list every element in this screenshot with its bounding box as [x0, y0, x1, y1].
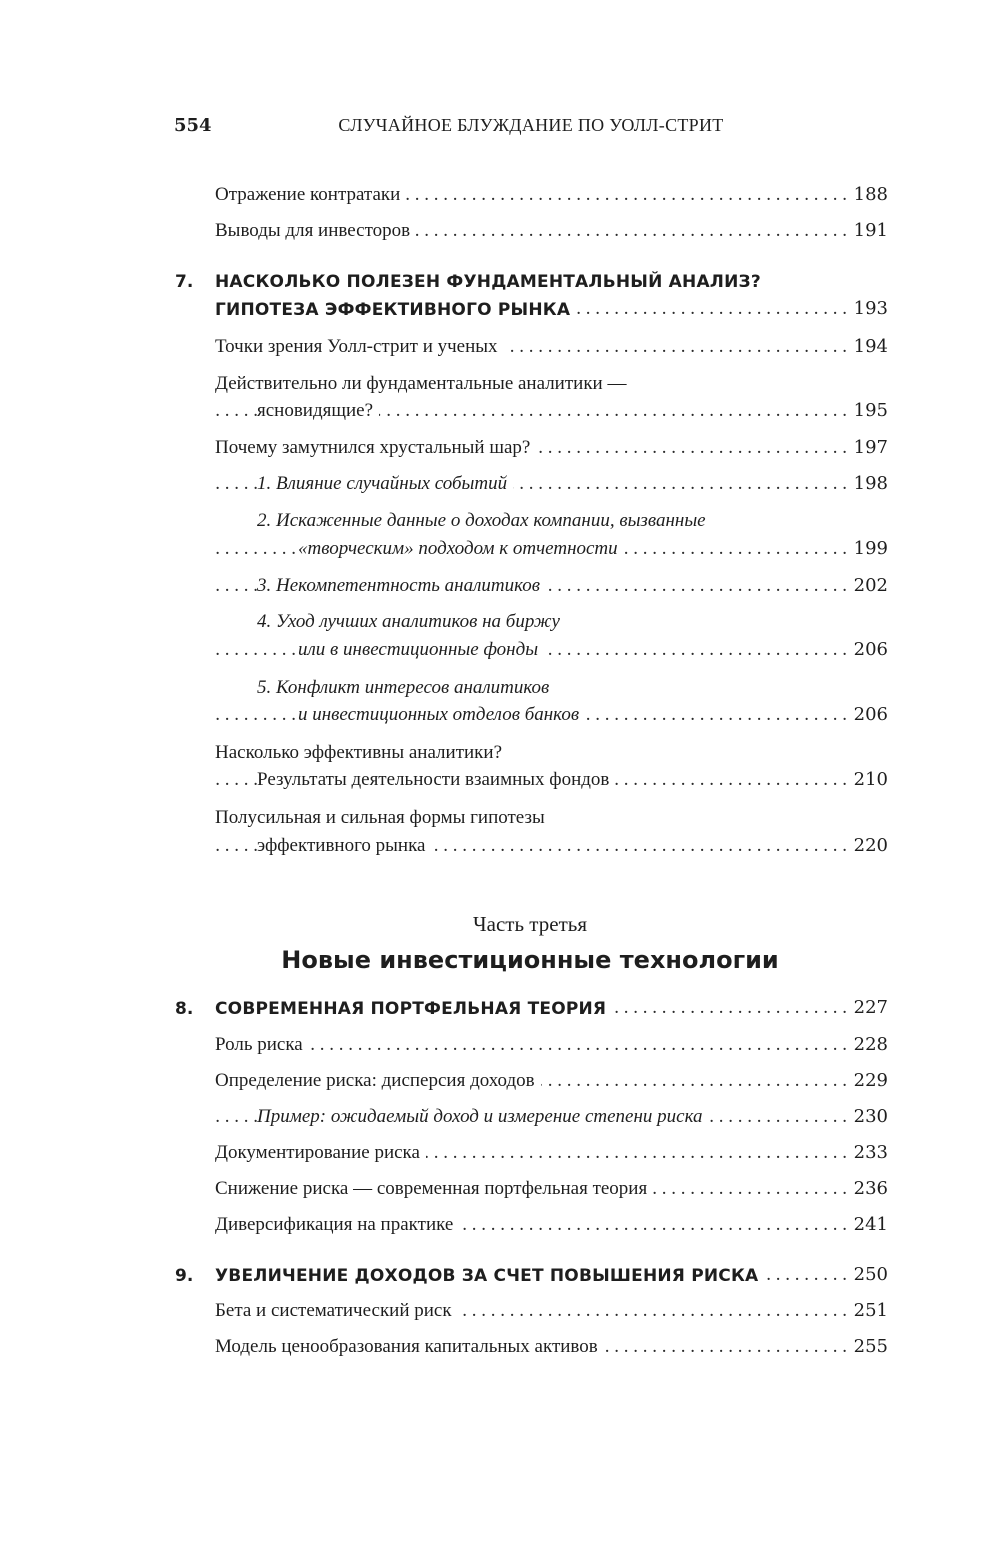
- toc-entry-page: 191: [847, 220, 888, 241]
- toc-entry-text: эффективного рынка: [257, 835, 431, 857]
- chapter-number: 9.: [175, 1266, 194, 1286]
- toc-entry-text: 1. Влияние случайных событий: [257, 473, 513, 495]
- toc-entry-page: 188: [847, 184, 888, 205]
- toc-entry[interactable]: [0, 220, 1000, 250]
- toc-entry-page: 229: [847, 1070, 888, 1091]
- toc-entry[interactable]: [0, 1106, 1000, 1136]
- toc-entry[interactable]: [0, 1336, 1000, 1366]
- toc-entry-page: 194: [847, 336, 888, 357]
- chapter-title: ГИПОТЕЗА ЭФФЕКТИВНОГО РЫНКА: [215, 300, 576, 320]
- toc-entry-text: и инвестиционных отделов банков: [298, 704, 585, 726]
- toc-entry[interactable]: [0, 336, 1000, 366]
- toc-entry-page: 228: [847, 1034, 888, 1055]
- running-title: СЛУЧАЙНОЕ БЛУЖДАНИЕ ПО УОЛЛ-СТРИТ: [338, 115, 724, 135]
- toc-entry-text: 3. Некомпетентность аналитиков: [257, 575, 546, 597]
- toc-entry-text: 2. Искаженные данные о доходах компании, вызванные: [257, 510, 712, 532]
- toc-entry[interactable]: [0, 742, 1000, 772]
- toc-entry[interactable]: [0, 807, 1000, 837]
- toc-entry-text: Пример: ожидаемый доход и измерение степени риска: [257, 1106, 709, 1128]
- toc-entry[interactable]: [0, 373, 1000, 403]
- chapter-title: УВЕЛИЧЕНИЕ ДОХОДОВ ЗА СЧЕТ ПОВЫШЕНИЯ РИСКА: [215, 1266, 764, 1286]
- toc-entry[interactable]: [0, 1178, 1000, 1208]
- part-label: Часть третья: [473, 912, 587, 936]
- toc-entry-page: 202: [847, 575, 888, 596]
- chapter-number: 7.: [175, 272, 194, 292]
- toc-entry[interactable]: [0, 184, 1000, 214]
- chapter-number: 8.: [175, 999, 194, 1019]
- toc-entry[interactable]: [0, 1070, 1000, 1100]
- toc-entry-page: 198: [847, 473, 888, 494]
- toc-entry[interactable]: [0, 1034, 1000, 1064]
- toc-entry-text: Роль риска: [215, 1034, 309, 1056]
- toc-entry-text: «творческим» подходом к отчетности: [298, 538, 624, 560]
- toc-entry[interactable]: [0, 611, 1000, 641]
- toc-entry-page: 233: [847, 1142, 888, 1163]
- toc-entry[interactable]: [0, 639, 1000, 669]
- toc-entry-text: Определение риска: дисперсия доходов: [215, 1070, 541, 1092]
- toc-chapter-heading[interactable]: [0, 1264, 1000, 1294]
- toc-entry-text: Выводы для инвесторов: [215, 220, 416, 242]
- toc-entry[interactable]: [0, 400, 1000, 430]
- page-number: 554: [174, 115, 212, 136]
- toc-entry[interactable]: [0, 510, 1000, 540]
- toc-entry-page: 255: [847, 1336, 888, 1357]
- toc-entry[interactable]: [0, 473, 1000, 503]
- toc-entry[interactable]: [0, 769, 1000, 799]
- toc-entry-page: 241: [847, 1214, 888, 1235]
- toc-entry[interactable]: [0, 1300, 1000, 1330]
- toc-entry-text: Полусильная и сильная формы гипотезы: [215, 807, 551, 829]
- toc-entry[interactable]: [0, 835, 1000, 865]
- toc-entry-page: 206: [847, 704, 888, 725]
- toc-entry-page: 193: [847, 298, 888, 319]
- toc-entry-page: 199: [847, 538, 888, 559]
- chapter-title: СОВРЕМЕННАЯ ПОРТФЕЛЬНАЯ ТЕОРИЯ: [215, 999, 612, 1019]
- toc-entry-text: Результаты деятельности взаимных фондов: [257, 769, 615, 791]
- toc-entry-text: 4. Уход лучших аналитиков на биржу: [257, 611, 566, 633]
- toc-entry-page: 206: [847, 639, 888, 660]
- toc-entry-page: 236: [847, 1178, 888, 1199]
- toc-chapter-heading[interactable]: [0, 270, 1000, 300]
- toc-entry-page: 251: [847, 1300, 888, 1321]
- running-header: [174, 115, 888, 145]
- toc-chapter-heading[interactable]: [0, 298, 1000, 328]
- chapter-title: НАСКОЛЬКО ПОЛЕЗЕН ФУНДАМЕНТАЛЬНЫЙ АНАЛИЗ?: [215, 272, 767, 292]
- part-title: Новые инвестиционные технологии: [281, 946, 779, 974]
- toc-entry-page: 220: [847, 835, 888, 856]
- toc-entry-text: Снижение риска — современная портфельная теория: [215, 1178, 653, 1200]
- toc-entry-text: 5. Конфликт интересов аналитиков: [257, 677, 555, 699]
- toc-entry-text: или в инвестиционные фонды: [298, 639, 544, 661]
- toc-entry[interactable]: [0, 437, 1000, 467]
- toc-entry-page: 195: [847, 400, 888, 421]
- toc-entry-text: Точки зрения Уолл-стрит и ученых: [215, 336, 504, 358]
- toc-entry-text: Действительно ли фундаментальные аналитики —: [215, 373, 632, 395]
- toc-entry-page: 197: [847, 437, 888, 458]
- toc-entry-page: 230: [847, 1106, 888, 1127]
- toc-entry-page: 210: [847, 769, 888, 790]
- toc-entry-text: Модель ценообразования капитальных активов: [215, 1336, 604, 1358]
- toc-entry-page: 227: [847, 997, 888, 1018]
- toc-entry[interactable]: [0, 1142, 1000, 1172]
- toc-entry-text: ясновидящие?: [257, 400, 379, 422]
- toc-entry-text: Диверсификация на практике: [215, 1214, 459, 1236]
- toc-entry[interactable]: [0, 1214, 1000, 1244]
- toc-entry-text: Насколько эффективны аналитики?: [215, 742, 508, 764]
- toc-entry[interactable]: [0, 677, 1000, 707]
- toc-entry-text: Почему замутнился хрустальный шар?: [215, 437, 536, 459]
- toc-entry[interactable]: [0, 538, 1000, 568]
- toc-entry-text: Документирование риска: [215, 1142, 426, 1164]
- toc-chapter-heading[interactable]: [0, 997, 1000, 1027]
- toc-entry-page: 250: [847, 1264, 888, 1285]
- toc-entry[interactable]: [0, 575, 1000, 605]
- toc-entry-text: Отражение контратаки: [215, 184, 406, 206]
- toc-entry[interactable]: [0, 704, 1000, 734]
- toc-entry-text: Бета и систематический риск: [215, 1300, 458, 1322]
